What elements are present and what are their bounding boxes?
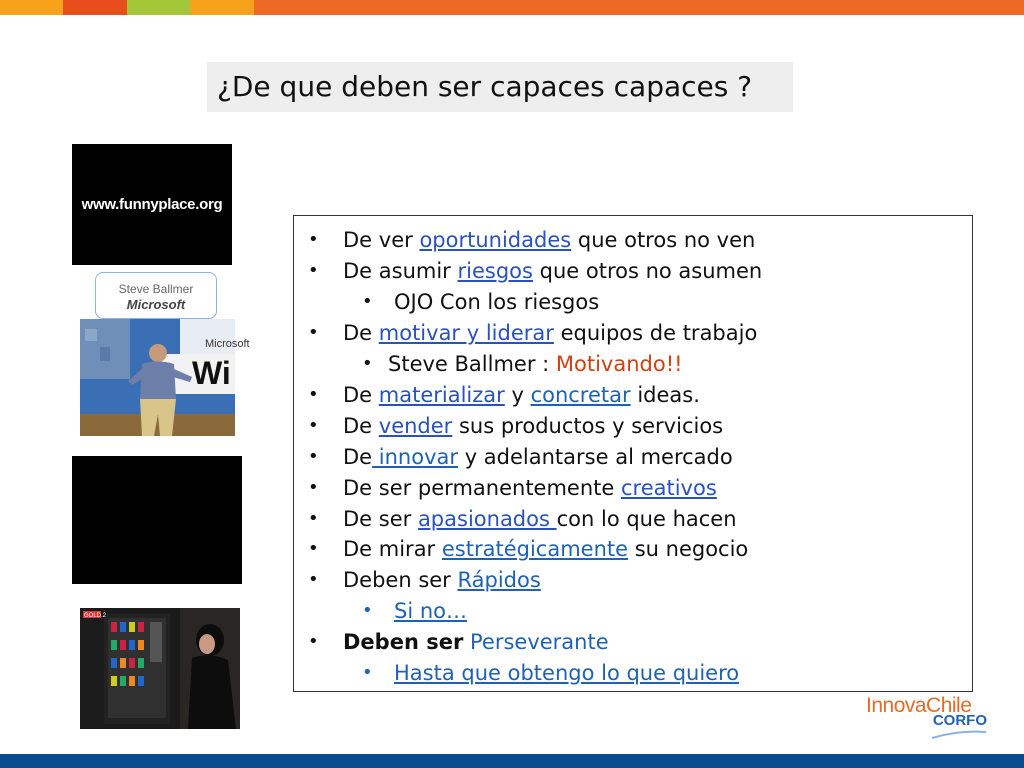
- video-black[interactable]: [72, 456, 242, 584]
- list-item: De materializar y concretar ideas.: [343, 383, 700, 407]
- list-subitem: [394, 597, 467, 625]
- list-item: De asumir riesgos que otros no asumen: [343, 259, 763, 283]
- list-item: De motivar y liderar equipos de trabajo: [343, 321, 758, 345]
- ballmer-name: Steve Ballmer: [118, 282, 194, 296]
- link-motivar-liderar[interactable]: motivar y liderar: [378, 321, 554, 345]
- list-subitem: OJO Con los riesgos: [394, 290, 600, 314]
- top-color-bar: [0, 0, 1024, 15]
- slide-title: ¿De que deben ser capaces capaces ?: [207, 62, 793, 112]
- bullet-dot: •: [308, 322, 319, 343]
- link-oportunidades[interactable]: oportunidades: [419, 228, 572, 252]
- bullet-dot: •: [362, 291, 373, 312]
- logo-swoosh: [866, 694, 990, 742]
- video-funnyplace[interactable]: [72, 144, 232, 265]
- list-item: Deben ser Perseverante: [343, 630, 609, 654]
- motivando-text: Motivando!!: [555, 352, 683, 376]
- list-item: Deben ser Rápidos: [343, 568, 541, 592]
- link-riesgos[interactable]: riesgos: [457, 259, 533, 283]
- bullet-dot: •: [308, 569, 319, 590]
- bullet-dot: •: [308, 229, 319, 250]
- link-si-no[interactable]: Si no…: [394, 599, 467, 623]
- bullet-dot: •: [362, 353, 373, 374]
- video-vending-machine[interactable]: [80, 608, 240, 729]
- link-hasta-que[interactable]: Hasta que obtengo lo que quiero: [394, 661, 740, 685]
- bullet-dot: •: [362, 600, 373, 621]
- bullet-dot: •: [308, 415, 319, 436]
- bullet-dot: •: [362, 662, 373, 683]
- link-apasionados[interactable]: apasionados: [417, 507, 557, 531]
- bottom-color-bar: [0, 754, 1024, 768]
- list-item: De ver oportunidades que otros no ven: [343, 228, 756, 252]
- bullet-dot: •: [308, 538, 319, 559]
- logo-line1: InnovaChile: [866, 694, 972, 717]
- link-materializar[interactable]: materializar: [378, 383, 505, 407]
- bullet-dot: •: [308, 446, 319, 467]
- innovachile-corfo-logo: [866, 694, 990, 742]
- photo-sign-text: Microsoft: [205, 338, 250, 350]
- photo-big-text: Wi: [192, 355, 231, 391]
- video4-badge: GOLD.2: [84, 613, 107, 619]
- link-rapidos[interactable]: Rápidos: [457, 568, 541, 592]
- link-creativos[interactable]: creativos: [620, 476, 717, 500]
- list-item: De vender sus productos y servicios: [343, 414, 724, 438]
- list-subitem: [394, 659, 739, 687]
- list-subitem: Steve Ballmer : Motivando!!: [388, 352, 683, 376]
- link-concretar[interactable]: concretar: [530, 383, 631, 407]
- link-estrategicamente[interactable]: estratégicamente: [441, 537, 629, 561]
- logo-line2: CORFO: [932, 712, 987, 729]
- link-innovar[interactable]: innovar: [372, 445, 459, 469]
- list-item: De mirar estratégicamente su negocio: [343, 537, 749, 561]
- link-vender[interactable]: vender: [378, 414, 453, 438]
- ballmer-company: Microsoft: [126, 297, 186, 312]
- bullet-dot: •: [308, 631, 319, 652]
- bullet-dot: •: [308, 477, 319, 498]
- list-item: De innovar y adelantarse al mercado: [343, 445, 733, 469]
- bullet-dot: •: [308, 260, 319, 281]
- ballmer-caption: [95, 272, 217, 319]
- ballmer-photo-image: [80, 319, 250, 436]
- bullet-dot: •: [308, 508, 319, 529]
- ballmer-photo[interactable]: [80, 319, 250, 436]
- video-watermark-text: www.funnyplace.org: [81, 196, 223, 213]
- vending-scene-image: [80, 608, 240, 729]
- list-item: De ser apasionados con lo que hacen: [343, 507, 737, 531]
- list-item: De ser permanentemente creativos: [343, 476, 717, 500]
- capabilities-list: [293, 215, 973, 692]
- bullet-dot: •: [308, 384, 319, 405]
